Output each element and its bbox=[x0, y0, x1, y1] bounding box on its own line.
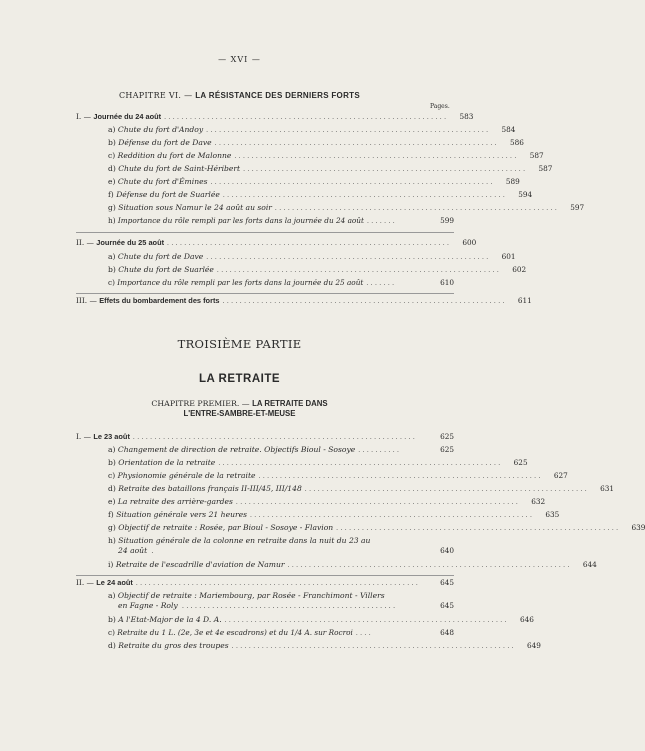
page-ref: 611 bbox=[517, 296, 532, 305]
toc-entry[interactable]: c) Importance du rôle rempli par les forts dans la journée du 25 août ....... 610 bbox=[108, 278, 454, 287]
page-ref: 610 bbox=[440, 278, 454, 287]
toc-entry[interactable]: II. — Le 24 août .................................................................. 645 bbox=[76, 578, 454, 587]
leader-dots: .................................................................. bbox=[231, 643, 516, 650]
page-ref: 594 bbox=[518, 190, 533, 199]
leader-dots: .................................................. bbox=[177, 603, 398, 610]
leader-dots: .................................................................. bbox=[274, 205, 560, 212]
toc-entry[interactable]: c) Reddition du fort de Malonne .................................................................. 587 bbox=[108, 151, 544, 160]
page-ref: 600 bbox=[462, 238, 477, 247]
page-ref: 625 bbox=[440, 432, 454, 441]
leader-dots: ....... bbox=[366, 218, 398, 225]
page-ref: 583 bbox=[459, 112, 474, 121]
leader-dots: .................................................................. bbox=[210, 179, 495, 186]
page-ref: 589 bbox=[505, 177, 520, 186]
toc-entry[interactable]: c) Physionomie générale de la retraite .................................................................. 627 bbox=[108, 471, 568, 480]
leader-dots: .................................................................. bbox=[258, 473, 543, 480]
toc-entry[interactable]: h) Importance du rôle rempli par les forts dans la journée du 24 août ....... 599 bbox=[108, 216, 454, 225]
leader-dots: .................................................................. bbox=[304, 486, 590, 493]
toc-entry[interactable]: I. — Journée du 24 août .................................................................. 583 bbox=[76, 112, 474, 121]
chapter-6-prefix: CHAPITRE VI. — bbox=[119, 91, 196, 100]
page-ref: 649 bbox=[527, 641, 541, 650]
part-title: TROISIÈME PARTIE bbox=[177, 337, 302, 351]
leader-dots: . bbox=[147, 548, 156, 555]
pages-column-label: Pages. bbox=[430, 103, 450, 110]
toc-entry-multiline[interactable]: h) Situation générale de la colonne en retraite dans la nuit du 23 au 24 août . bbox=[108, 536, 371, 555]
toc-entry[interactable]: c) Retraite du 1 L. (2e, 3e et 4e escadrons) et du 1/4 A. sur Rocroi .... 648 bbox=[108, 628, 454, 637]
leader-dots: .................................................................. bbox=[218, 460, 503, 467]
leader-dots: .................................................................. bbox=[132, 434, 418, 441]
toc-entry[interactable]: a) Chute du fort de Dave .................................................................. 601 bbox=[108, 252, 516, 261]
toc-entry[interactable]: f) Défense du fort de Suarlée .................................................................. 594 bbox=[108, 190, 533, 199]
page-ref: 587 bbox=[529, 151, 544, 160]
chapter-1-prefix: CHAPITRE PREMIER. — bbox=[151, 399, 253, 408]
leader-dots: .................................................................. bbox=[249, 512, 535, 519]
page-ref: 632 bbox=[531, 497, 546, 506]
page-ref: 625 bbox=[440, 445, 454, 454]
page-ref: 645 bbox=[440, 578, 454, 587]
chapter-6-heading bbox=[0, 91, 479, 100]
leader-dots: .................................................................. bbox=[167, 240, 452, 247]
page-ref: 648 bbox=[440, 628, 454, 637]
toc-entry[interactable]: e) La retraite des arrière-gardes .................................................................. 632 bbox=[108, 497, 546, 506]
toc-entry[interactable]: e) Chute du fort d'Émines .................................................................. 589 bbox=[108, 177, 520, 186]
leader-dots: .......... bbox=[358, 447, 402, 454]
page-ref: 587 bbox=[538, 164, 553, 173]
leader-dots: .................................................................. bbox=[222, 192, 508, 199]
leader-dots: .................................................................. bbox=[135, 580, 421, 587]
leader-dots: .................................................................. bbox=[222, 298, 507, 305]
toc-entry[interactable]: d) Chute du fort de Saint-Héribert .................................................................. 587 bbox=[108, 164, 553, 173]
page-ref: 625 bbox=[513, 458, 528, 467]
chapter-1-heading bbox=[0, 399, 479, 408]
page-ref: 635 bbox=[545, 510, 560, 519]
toc-entry[interactable]: g) Situation sous Namur le 24 août au soir .................................................................. 597 bbox=[108, 203, 585, 212]
section-divider bbox=[76, 232, 454, 233]
page-ref: 644 bbox=[582, 560, 597, 569]
page-ref: 599 bbox=[440, 216, 454, 225]
toc-entry[interactable]: b) Défense du fort de Dave .................................................................. 586 bbox=[108, 138, 524, 147]
chapter-6-title: LA RÉSISTANCE DES DERNIERS FORTS bbox=[195, 91, 360, 100]
toc-entry[interactable]: b) A l'Etat-Major de la 4 D. A. .................................................................. 646 bbox=[108, 615, 534, 624]
toc-entry[interactable]: a) Chute du fort d'Andoy .................................................................. 584 bbox=[108, 125, 516, 134]
chapter-1-title-a: LA RETRAITE DANS bbox=[252, 399, 328, 408]
leader-dots: .................................................................. bbox=[235, 499, 521, 506]
leader-dots: .... bbox=[355, 630, 374, 637]
section-divider bbox=[76, 293, 454, 294]
leader-dots: .................................................................. bbox=[206, 127, 491, 134]
page-ref: 586 bbox=[510, 138, 524, 147]
toc-entry[interactable]: b) Chute du fort de Suarlée .................................................................. 602 bbox=[108, 265, 527, 274]
leader-dots: .................................................................. bbox=[214, 140, 499, 147]
toc-entry[interactable]: i) Retraite de l'escadrille d'aviation de Namur .................................................................. 644 bbox=[108, 560, 597, 569]
toc-entry[interactable]: f) Situation générale vers 21 heures .................................................................. 635 bbox=[108, 510, 560, 519]
page-ref: 627 bbox=[553, 471, 568, 480]
page-ref: 631 bbox=[600, 484, 615, 493]
leader-dots: ....... bbox=[366, 280, 397, 287]
toc-entry[interactable]: II. — Journée du 25 août .................................................................. 600 bbox=[76, 238, 477, 247]
page-ref: 597 bbox=[570, 203, 585, 212]
toc-entry[interactable]: a) Changement de direction de retraite. Objectifs Bioul - Sosoye .......... 625 bbox=[108, 445, 454, 454]
leader-dots: .................................................................. bbox=[336, 525, 621, 532]
leader-dots: .................................................................. bbox=[234, 153, 519, 160]
leader-dots: .................................................................. bbox=[206, 254, 491, 261]
toc-entry[interactable]: d) Retraite des bataillons français II-III/45, III/148 .................................................................. 631 bbox=[108, 484, 615, 493]
leader-dots: .................................................................. bbox=[216, 267, 502, 274]
leader-dots: .................................................................. bbox=[164, 114, 449, 121]
page-ref: 646 bbox=[519, 615, 534, 624]
toc-entry[interactable]: g) Objectif de retraite : Rosée, par Bioul - Sosoye - Flavion .................................................................. 639 bbox=[108, 523, 645, 532]
toc-entry[interactable]: d) Retraite du gros des troupes .................................................................. 649 bbox=[108, 641, 541, 650]
page-ref: 640 bbox=[440, 546, 454, 555]
leader-dots: .................................................................. bbox=[224, 617, 509, 624]
toc-entry-multiline[interactable]: a) Objectif de retraite : Mariembourg, par Rosée - Franchimont - Villers en Fagne - Roly .................................................. bbox=[108, 591, 398, 610]
toc-entry[interactable]: I. — Le 23 août .................................................................. 625 bbox=[76, 432, 454, 441]
part-subtitle: LA RETRAITE bbox=[198, 373, 281, 385]
page-number: — XVI — bbox=[218, 55, 261, 64]
page-ref: 584 bbox=[501, 125, 516, 134]
section-divider bbox=[76, 575, 454, 576]
leader-dots: .................................................................. bbox=[243, 166, 528, 173]
chapter-1-title-b: L'ENTRE-SAMBRE-ET-MEUSE bbox=[183, 409, 296, 418]
page-ref: 645 bbox=[440, 601, 454, 610]
toc-entry[interactable]: III. — Effets du bombardement des forts .................................................................. 611 bbox=[76, 296, 532, 305]
page-ref: 639 bbox=[631, 523, 645, 532]
toc-entry[interactable]: b) Orientation de la retraite .................................................................. 625 bbox=[108, 458, 528, 467]
page-ref: 601 bbox=[501, 252, 516, 261]
page-ref: 602 bbox=[512, 265, 527, 274]
leader-dots: .................................................................. bbox=[287, 562, 572, 569]
